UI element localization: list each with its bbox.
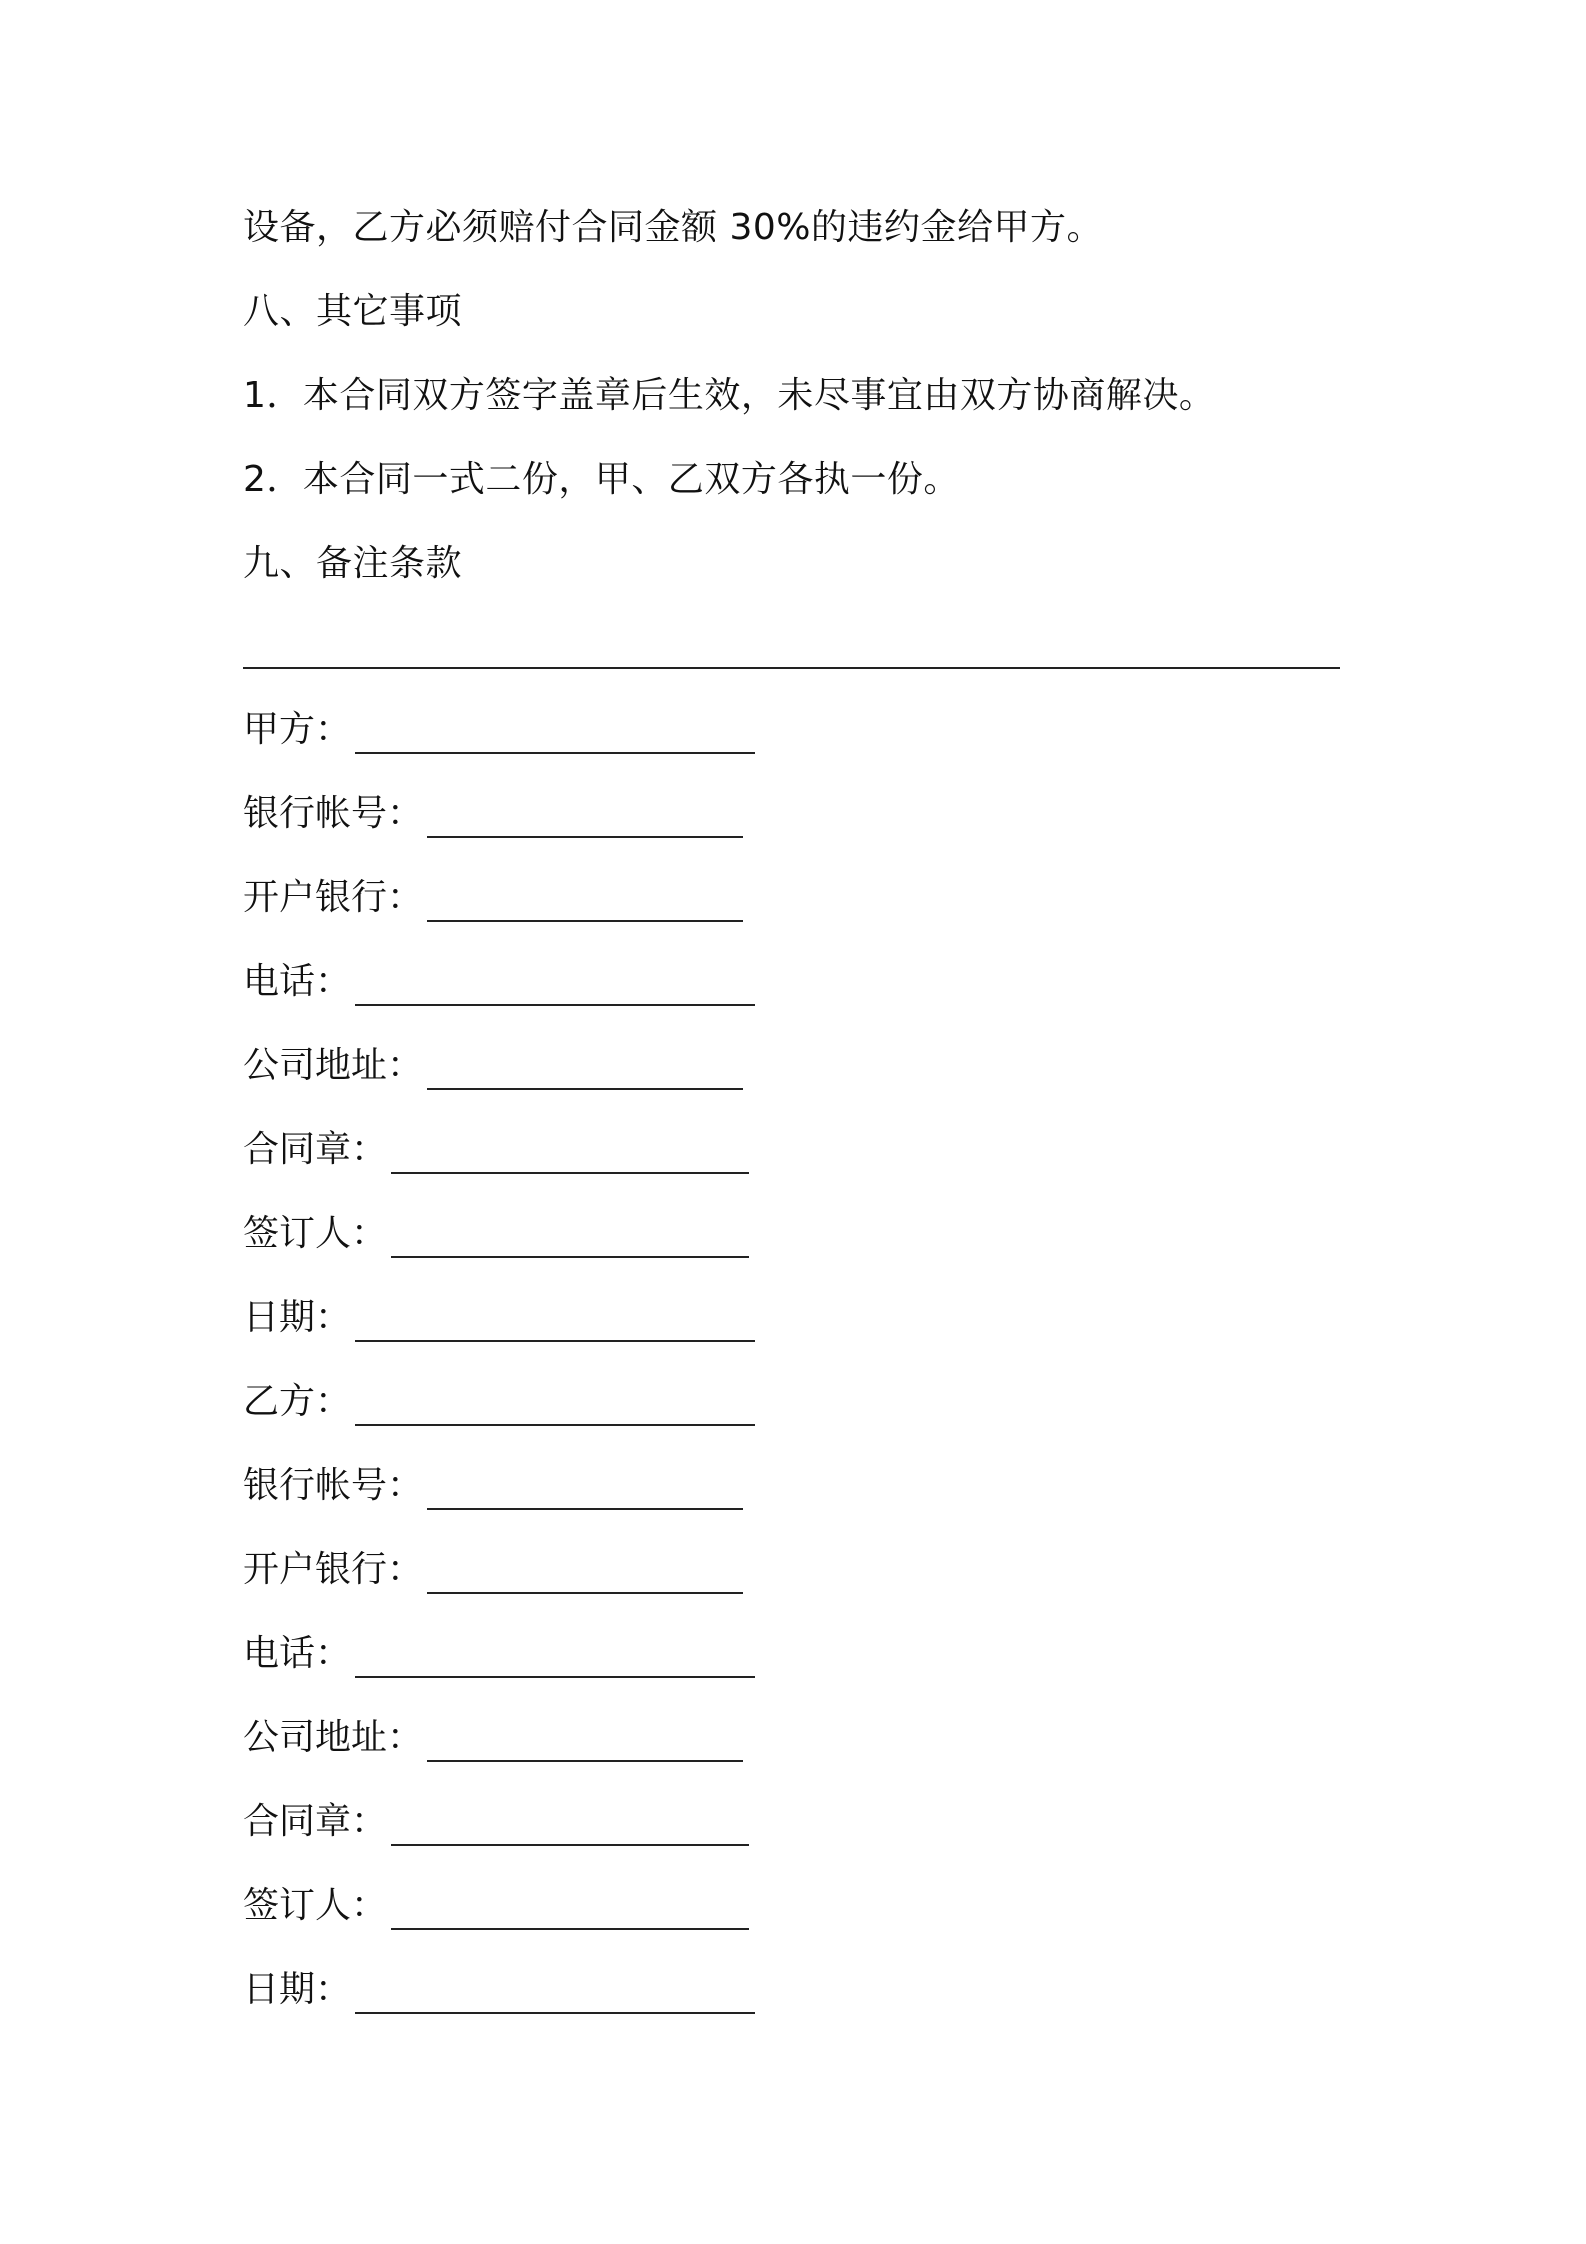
party-a-address-blank (427, 1058, 743, 1090)
party-b-bank-label: 开户银行： (243, 1549, 424, 1590)
party-b-seal-blank (391, 1814, 749, 1846)
party-a-address-field (243, 1042, 743, 1090)
party-b-signer-label: 签订人： (243, 1885, 388, 1926)
party-a-seal-label: 合同章： (243, 1129, 388, 1170)
party-a-bank-field (243, 874, 743, 922)
party-b-address-blank (427, 1730, 743, 1762)
party-b-date-field (243, 1966, 755, 2014)
party-a-bank-account-label: 银行帐号： (243, 793, 424, 834)
party-a-field (243, 706, 755, 754)
party-b-date-label: 日期： (243, 1969, 352, 2010)
party-a-date-blank (355, 1310, 755, 1342)
party-b-signer-field (243, 1882, 749, 1930)
party-b-bank-blank (427, 1562, 743, 1594)
party-a-bank-blank (427, 890, 743, 922)
party-a-bank-account-blank (427, 806, 743, 838)
party-a-phone-field (243, 958, 755, 1006)
party-b-seal-label: 合同章： (243, 1801, 388, 1842)
party-a-seal-field (243, 1126, 749, 1174)
party-b-phone-field (243, 1630, 755, 1678)
party-b-bank-field (243, 1546, 743, 1594)
party-a-blank (355, 722, 755, 754)
party-b-date-blank (355, 1982, 755, 2014)
other-matters-item-1: 1．本合同双方签字盖章后生效，未尽事宜由双方协商解决。 (243, 375, 1216, 416)
other-matters-item-2: 2．本合同一式二份，甲、乙双方各执一份。 (243, 459, 960, 500)
party-a-label: 甲方： (243, 709, 352, 750)
party-a-signer-field (243, 1210, 749, 1258)
party-a-bank-label: 开户银行： (243, 877, 424, 918)
section-8-heading: 八、其它事项 (243, 291, 463, 332)
party-b-address-field (243, 1714, 743, 1762)
party-b-seal-field (243, 1798, 749, 1846)
party-b-bank-account-field (243, 1462, 743, 1510)
party-b-phone-label: 电话： (243, 1633, 352, 1674)
party-b-bank-account-label: 银行帐号： (243, 1465, 424, 1506)
penalty-clause-text: 设备，乙方必须赔付合同金额 30%的违约金给甲方。 (243, 207, 1103, 248)
section-9-heading: 九、备注条款 (243, 543, 463, 584)
party-a-signer-blank (391, 1226, 749, 1258)
party-b-phone-blank (355, 1646, 755, 1678)
party-b-blank (355, 1394, 755, 1426)
party-b-field (243, 1378, 755, 1426)
remarks-blank-line (243, 667, 1340, 669)
party-a-signer-label: 签订人： (243, 1213, 388, 1254)
party-a-bank-account-field (243, 790, 743, 838)
party-a-phone-label: 电话： (243, 961, 352, 1002)
party-b-address-label: 公司地址： (243, 1717, 424, 1758)
party-a-phone-blank (355, 974, 755, 1006)
party-a-date-label: 日期： (243, 1297, 352, 1338)
party-a-date-field (243, 1294, 755, 1342)
party-a-address-label: 公司地址： (243, 1045, 424, 1086)
party-b-signer-blank (391, 1898, 749, 1930)
party-b-label: 乙方： (243, 1381, 352, 1422)
party-a-seal-blank (391, 1142, 749, 1174)
party-b-bank-account-blank (427, 1478, 743, 1510)
